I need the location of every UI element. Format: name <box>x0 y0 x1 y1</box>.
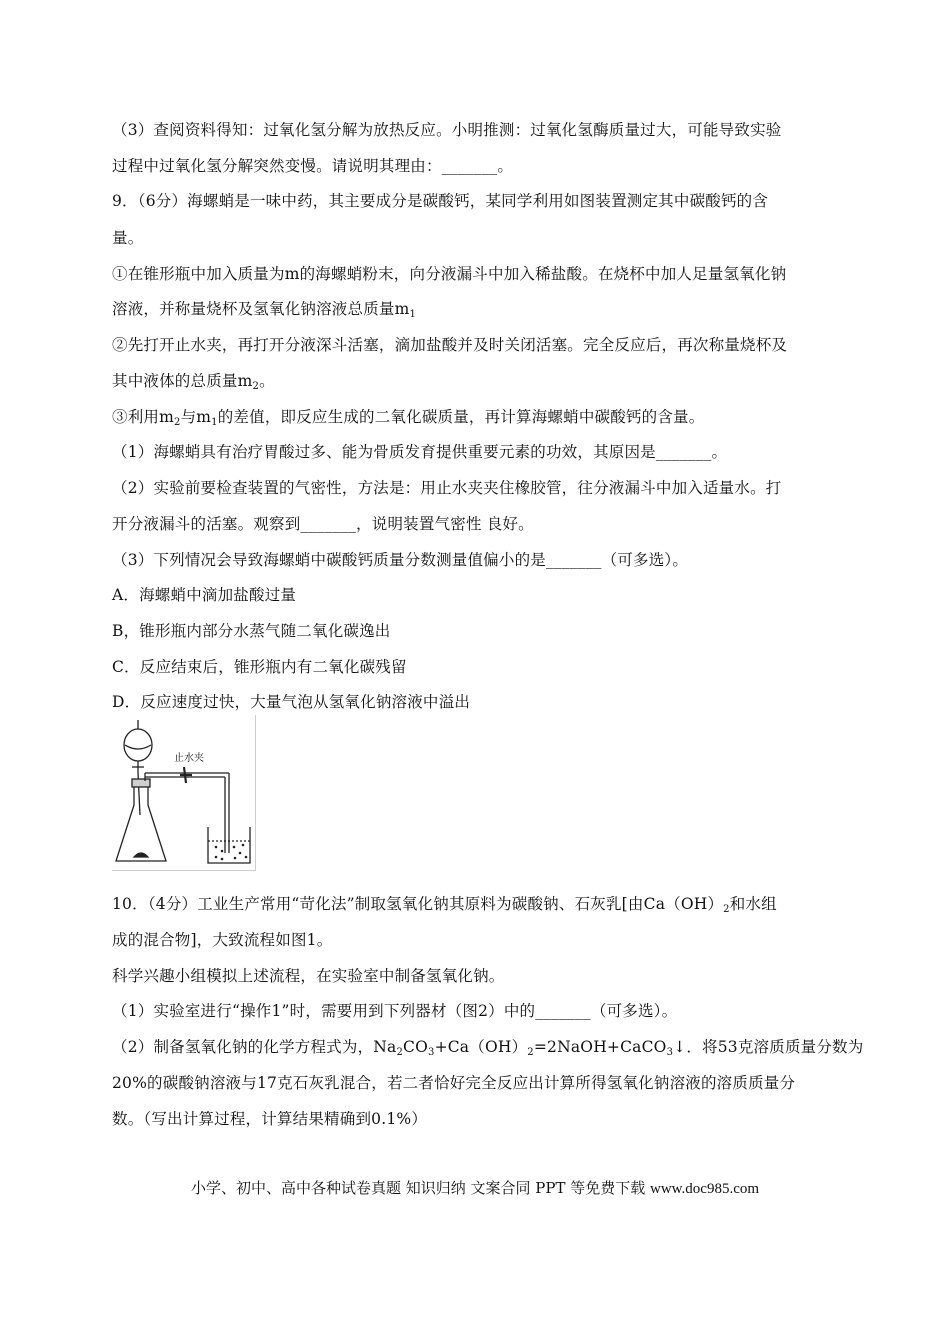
q10-intro: 科学兴趣小组模拟上述流程，在实验室中制备氢氧化钠。 <box>112 967 505 985</box>
apparatus-figure <box>112 715 256 871</box>
q9-option-c: C．反应结束后，锥形瓶内有二氧化碳残留 <box>112 658 407 676</box>
q9-option-d: D．反应速度过快，大量气泡从氢氧化钠溶液中溢出 <box>112 693 471 711</box>
q9-sub1: （1）海螺蛸具有治疗胃酸过多、能为骨质发育提供重要元素的功效，其原因是_______。 <box>112 443 728 461</box>
q10-sub1: （1）实验室进行“操作1”时，需要用到下列器材（图2）中的_______（可多选）。 <box>112 1002 678 1020</box>
q9-step1-line1: ①在锥形瓶中加入质量为m的海螺蛸粉末，向分液漏斗中加入稀盐酸。在烧杯中加人足量氢氧化钠 <box>112 265 787 283</box>
q9-step2-line1: ②先打开止水夹，再打开分液深斗活塞，滴加盐酸并及时关闭活塞。完全反应后，再次称量烧杯及 <box>112 336 788 354</box>
shell-powder <box>134 853 148 857</box>
q8-part3-line1: （3）查阅资料得知：过氧化氢分解为放热反应。小明推测：过氧化氢酶质量过大，可能导致实验 <box>112 121 782 139</box>
q9-header-line1: 9．（6分）海螺蛸是一味中药，其主要成分是碳酸钙，某同学利用如图装置测定其中碳酸钙的含 <box>112 192 769 210</box>
q8-part3-line2: 过程中过氧化氢分解突然变慢。请说明其理由：_______。 <box>112 157 514 175</box>
clamp-label: 止水夹 <box>174 753 204 764</box>
footer-text: 小学、初中、高中各种试卷真题 知识归纳 文案合同 PPT 等免费下载 <box>190 1179 646 1197</box>
q10-header-line2: 成的混合物]，大致流程如图1。 <box>112 931 333 949</box>
q9-sub2-line1: （2）实验前要检查装置的气密性，方法是：用止水夹夹住橡胶管，往分液漏斗中加入适量水。打 <box>112 479 782 497</box>
q9-sub3: （3）下列情况会导致海螺蛸中碳酸钙质量分数测量值偏小的是_______（可多选）。 <box>112 551 689 569</box>
q10-header-line1: 10．（4分）工业生产常用“苛化法”制取氢氧化钠其原料为碳酸钠、石灰乳[由$Ca(OH)_2$和水组 <box>112 895 777 915</box>
q10-sub2-line3: 数。（写出计算过程，计算结果精确到0.1%） <box>112 1110 428 1128</box>
q9-step3: ③利用$m_2$与$m_1$的差值，即反应生成的二氧化碳质量，再计算海螺蛸中碳酸钙的含量。 <box>112 408 705 428</box>
q10-sub2-line1: （2）制备氢氧化钠的化学方程式为，$Na_2CO_3+Ca(OH)_2=2NaOH+CaCO_3↓$．将53克溶质质量分数为 <box>112 1038 864 1058</box>
separatory-funnel <box>124 729 152 761</box>
q9-step1-line2: 溶液，并称量烧杯及氢氧化钠溶液总质量$m_1$ <box>112 300 417 320</box>
q10-sub2-line2: 20%的碳酸钠溶液与17克石灰乳混合，若二者恰好完全反应出计算所得氢氧化钠溶液的溶质质量分 <box>112 1074 796 1092</box>
q9-step2-line2: 其中液体的总质量$m_2$。 <box>112 372 275 392</box>
flask-stopper <box>132 779 150 787</box>
page-footer <box>0 1177 950 1198</box>
apparatus-diagram <box>112 715 255 870</box>
q9-option-b: B，锥形瓶内部分水蒸气随二氧化碳逸出 <box>112 622 391 640</box>
q9-sub2-line2: 开分液漏斗的活塞。观察到_______，说明装置气密性 良好。 <box>112 515 534 533</box>
q9-header-line2: 量。 <box>112 229 144 247</box>
conical-flask <box>116 787 166 861</box>
q9-option-a: A．海螺蛸中滴加盐酸过量 <box>112 586 297 604</box>
footer-url[interactable]: www.doc985.com <box>650 1181 760 1197</box>
